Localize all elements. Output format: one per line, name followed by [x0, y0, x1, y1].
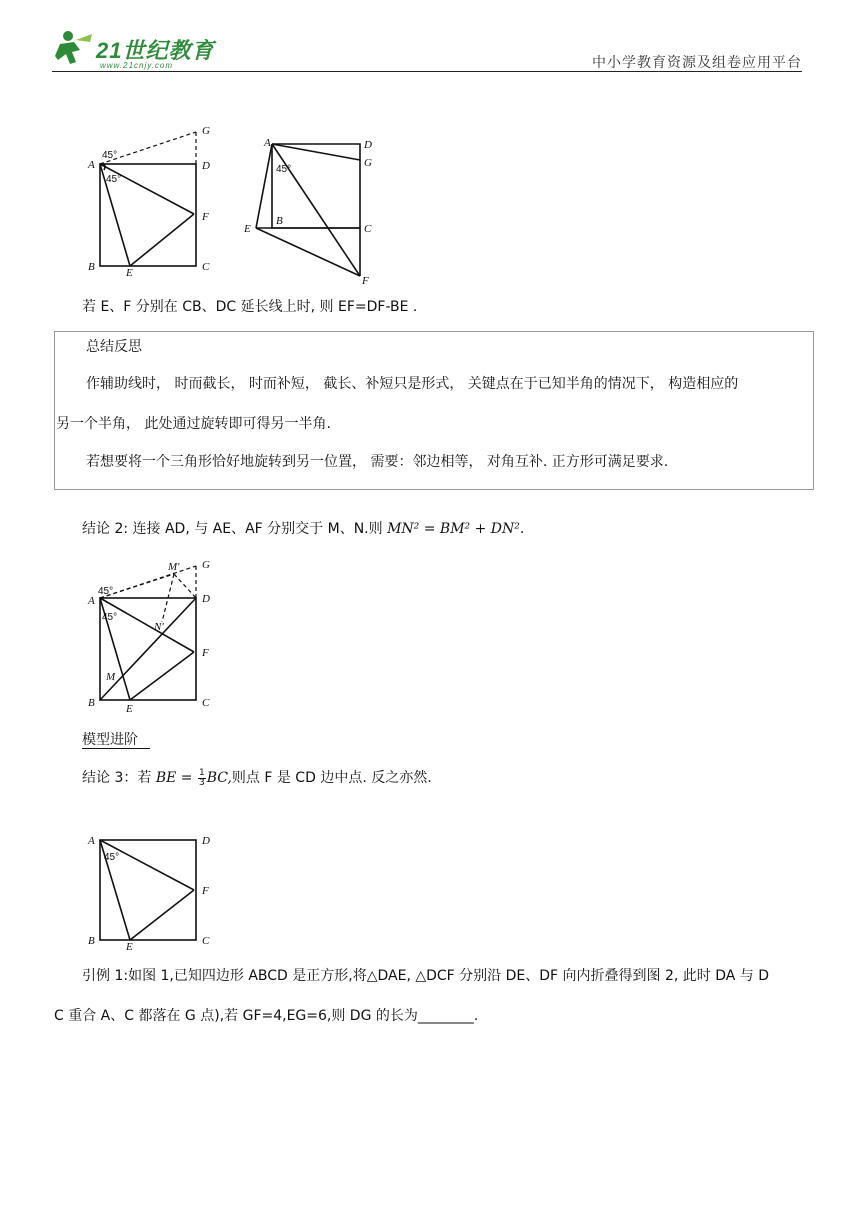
conclusion-3-formula-right: BC, [206, 770, 232, 786]
fig3-label-c: C [202, 697, 210, 709]
model-advanced-title [82, 730, 150, 750]
fig2-label-a: A [264, 137, 271, 149]
figure-conclusion-3 [84, 828, 224, 952]
fig3-label-e: E [126, 703, 133, 715]
fig3-label-b: B [88, 697, 95, 709]
fig2-label-c: C [364, 223, 372, 235]
conclusion-3 [82, 768, 432, 788]
fig4-label-d: D [202, 835, 210, 847]
fig3-label-f: F [202, 647, 209, 659]
figure-square-extension-g [84, 120, 224, 280]
fig1-label-b: B [88, 261, 95, 273]
summary-line-3: 若想要将一个三角形恰好地旋转到另一位置， 需要：邻边相等， 对角互补. 正方形可满足要求. [86, 454, 669, 470]
example-line-1: 引例 1:如图 1,已知四边形 ABCD 是正方形,将△DAE, △DCF 分别沿 DE、DF 向内折叠得到图 2, 此时 DA 与 D [82, 968, 770, 984]
fig2-label-f: F [362, 275, 369, 287]
summary-line-1: 作辅助线时， 时而截长， 时而补短， 截长、补短只是形式， 关键点在于已知半角的情况下， 构造相应的 [86, 376, 739, 392]
fig1-label-a: A [88, 159, 95, 171]
fig3-label-n-prime: N' [154, 621, 164, 633]
fig2-label-b: B [276, 215, 283, 227]
conclusion-3-formula-left: BE = [155, 770, 197, 786]
summary-title: 总结反思 [86, 339, 142, 355]
conclusion-2-text: 结论 2: 连接 AD, 与 AE、AF 分别交于 M、N.则 [82, 521, 388, 537]
fig1-label-45-bottom: 45° [106, 174, 122, 185]
conclusion-3-prefix: 结论 3：若 [82, 770, 156, 786]
fraction-denominator: 3 [198, 777, 205, 788]
fig3-label-m-prime: M' [168, 561, 180, 573]
summary-line-2: 另一个半角， 此处通过旋转即可得另一半角. [56, 416, 331, 432]
fig3-label-a: A [88, 595, 95, 607]
fig1-label-e: E [126, 267, 133, 279]
model-advanced-label: 模型进阶 [82, 732, 150, 749]
fig4-label-f: F [202, 885, 209, 897]
fig1-label-c: C [202, 261, 210, 273]
fig1-label-d: D [202, 160, 210, 172]
fig2-label-45: 45° [276, 164, 292, 175]
conclusion-2-formula: MN² = BM² + DN². [387, 521, 525, 537]
fig3-label-45-top: 45° [98, 586, 114, 597]
fig4-label-b: B [88, 935, 95, 947]
fig1-label-g: G [202, 125, 210, 137]
fig3-label-g: G [202, 559, 210, 571]
fig2-label-d: D [364, 139, 372, 151]
fig1-label-45-top: 45° [102, 150, 118, 161]
fig3-label-45-bottom: 45° [102, 612, 118, 623]
fig4-label-45: 45° [104, 852, 120, 863]
logo-url: www.21cnjy.com [100, 61, 173, 70]
logo-text: 21世纪教育 [96, 38, 215, 63]
example-line-2: C 重合 A、C 都落在 G 点),若 GF=4,EG=6,则 DG 的长为________. [54, 1008, 479, 1024]
fig2-label-e: E [244, 223, 251, 235]
conclusion-2 [82, 519, 524, 539]
fig4-label-a: A [88, 835, 95, 847]
fraction-numerator: 1 [198, 767, 205, 778]
fig4-label-e: E [126, 941, 133, 952]
fig3-label-d: D [202, 593, 210, 605]
header-divider [52, 71, 802, 72]
conclusion-3-fraction [198, 769, 206, 788]
fig2-label-g: G [364, 157, 372, 169]
conclusion-3-suffix: 则点 F 是 CD 边中点. 反之亦然. [231, 770, 432, 786]
fig4-label-c: C [202, 935, 210, 947]
para-extension-case: 若 E、F 分别在 CB、DC 延长线上时, 则 EF=DF-BE . [82, 299, 418, 315]
fig3-label-m: M [106, 671, 116, 683]
platform-name: 中小学教育资源及组卷应用平台 [592, 55, 802, 71]
figure-square-extension-outside [240, 132, 380, 288]
fig1-label-f: F [202, 211, 209, 223]
figure-conclusion-2 [84, 552, 224, 716]
